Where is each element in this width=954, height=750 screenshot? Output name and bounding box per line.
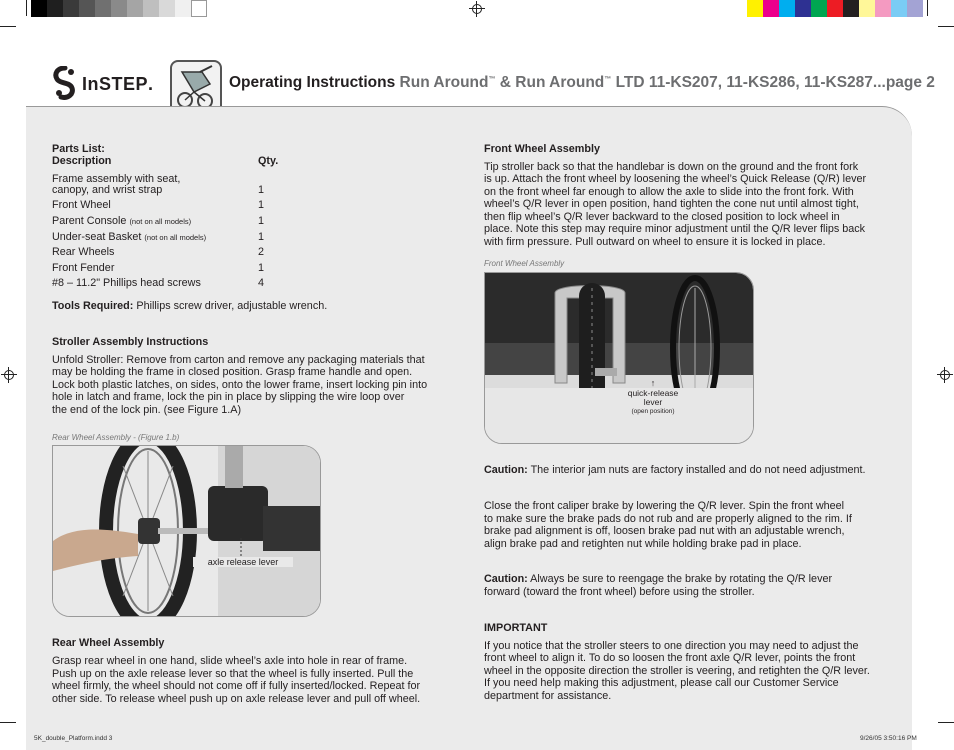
color-swatch bbox=[747, 0, 763, 17]
paragraph-line: Lock both plastic latches, on sides, onto the lower frame, insert locking pin into bbox=[52, 379, 428, 391]
parts-desc-header: Description bbox=[52, 155, 112, 167]
paragraph-line: Tip stroller back so that the handlebar is down on the ground and the front fork bbox=[484, 161, 859, 173]
front-wheel-photo bbox=[484, 272, 754, 444]
rear-wheel-illustration bbox=[53, 446, 320, 616]
instep-swirl-icon bbox=[52, 66, 78, 100]
front-figure-caption: Front Wheel Assembly bbox=[484, 259, 565, 268]
paragraph-line: Unfold Stroller: Remove from carton and remove any packaging materials that bbox=[52, 354, 425, 366]
grey-swatch bbox=[95, 0, 111, 17]
paragraph-line: brake pad alignment is off, loosen brake pad nut with an adjustable wrench, bbox=[484, 525, 845, 537]
crop-mark bbox=[0, 722, 16, 723]
title-part: & Run Around bbox=[495, 74, 605, 91]
paragraph-line: Grasp rear wheel in one hand, slide wheel’s axle into hole in rear of frame. bbox=[52, 655, 408, 667]
paragraph-line: on the front wheel far enough to allow the axle to slide into the front fork. With bbox=[484, 186, 854, 198]
part-qty: 1 bbox=[258, 184, 265, 196]
paragraph-line: the end of the lock pin. (see Figure 1.A) bbox=[52, 404, 242, 416]
part-desc: canopy, and wrist strap bbox=[52, 184, 163, 196]
registration-mark-right bbox=[937, 367, 953, 383]
footer-timestamp: 9/26/05 3:50:16 PM bbox=[860, 735, 917, 742]
paragraph-line: hole in latch and frame, lock the pin in place by slipping the wire loop over bbox=[52, 391, 405, 403]
open-position-label: (open position) bbox=[608, 407, 698, 416]
title-model bbox=[400, 74, 935, 91]
title-bold: Operating Instructions bbox=[229, 74, 396, 91]
crop-mark bbox=[938, 722, 954, 723]
paragraph-line: If you need help making this adjustment, please call our Customer Service bbox=[484, 677, 839, 689]
grey-swatch bbox=[127, 0, 143, 17]
caution-jam-nuts bbox=[484, 464, 865, 477]
paragraph-line: may be holding the frame in closed position. Grasp frame handle and open. bbox=[52, 366, 413, 378]
title-part: LTD 11-KS207, 11-KS286, 11-KS287...page 2 bbox=[611, 74, 935, 91]
part-note: (not on all models) bbox=[129, 217, 192, 226]
tools-label: Tools Required: bbox=[52, 300, 134, 312]
jogging-stroller-icon bbox=[172, 62, 220, 112]
color-swatch bbox=[907, 0, 923, 17]
paragraph-line: Push up on the axle release lever so that the wheel is fully inserted. Pull the bbox=[52, 668, 414, 680]
trademark: ™ bbox=[488, 75, 496, 83]
paragraph-line: to make sure the brake pads do not rub and are properly aligned to the rim. If bbox=[484, 513, 852, 525]
paragraph-line: wheel in the opposite direction the stroller is veering, and retighten the Q/R lever. bbox=[484, 665, 870, 677]
grey-swatch bbox=[63, 0, 79, 17]
part-desc: Frame assembly with seat, bbox=[52, 173, 181, 185]
caution-label: Caution: bbox=[484, 464, 528, 476]
paragraph-line: is up. Attach the front wheel by loosening the wheel’s Quick Release (Q/R) lever bbox=[484, 173, 867, 185]
part-qty: 4 bbox=[258, 277, 265, 289]
grey-swatch bbox=[175, 0, 191, 17]
footer-file-name: 5K_double_Platform.indd 3 bbox=[34, 735, 113, 742]
color-swatch bbox=[875, 0, 891, 17]
rear-wheel-title: Rear Wheel Assembly bbox=[52, 637, 165, 649]
instep-logo bbox=[52, 66, 162, 102]
paragraph-line: then flip wheel’s Q/R lever backward to the closed position to lock wheel in bbox=[484, 211, 840, 223]
color-swatch bbox=[811, 0, 827, 17]
caution-label: Caution: bbox=[484, 573, 528, 585]
color-swatch bbox=[843, 0, 859, 17]
important-title: IMPORTANT bbox=[484, 622, 548, 634]
color-swatch bbox=[779, 0, 795, 17]
paragraph-line: front wheel to align it. To do so loosen the front axle Q/R lever, points the front bbox=[484, 652, 856, 664]
paragraph-line: with firm pressure. Pull outward on wheel to ensure it is locked in place. bbox=[484, 236, 826, 248]
part-qty: 1 bbox=[258, 215, 265, 227]
paragraph-line: other side. To release wheel push up on axle release lever and pull off wheel. bbox=[52, 693, 421, 705]
stroller-assembly-title: Stroller Assembly Instructions bbox=[52, 336, 209, 348]
paragraph-line: wheel firmly, the wheel should not come off if fully inserted/locked. Repeat for bbox=[52, 680, 421, 692]
part-desc bbox=[52, 231, 206, 245]
arrow-up-icon: ↑ bbox=[650, 378, 656, 388]
tools-text: Phillips screw driver, adjustable wrench. bbox=[133, 300, 328, 312]
front-wheel-illustration bbox=[485, 273, 753, 443]
caution-text: The interior jam nuts are factory installed and do not need adjustment. bbox=[527, 464, 866, 476]
color-swatch bbox=[859, 0, 875, 17]
part-desc-text: Parent Console bbox=[52, 215, 130, 227]
registration-mark-top bbox=[469, 1, 485, 17]
paragraph-line: Close the front caliper brake by lowering the Q/R lever. Spin the front wheel bbox=[484, 500, 845, 512]
paragraph-line: wheel’s Q/R lever in open position, hand tighten the cone nut until almost tight, bbox=[484, 198, 859, 210]
paragraph-line: place. Note this step may require minor adjustment until the Q/R lever flips back bbox=[484, 223, 866, 235]
color-swatch bbox=[795, 0, 811, 17]
part-desc bbox=[52, 215, 191, 229]
color-swatch bbox=[827, 0, 843, 17]
grey-swatch bbox=[111, 0, 127, 17]
grey-swatch bbox=[31, 0, 47, 17]
paragraph-line: department for assistance. bbox=[484, 690, 612, 702]
page-title bbox=[229, 74, 935, 92]
paragraph-line: forward (toward the front wheel) before using the stroller. bbox=[484, 586, 755, 598]
parts-title: Parts List: bbox=[52, 143, 105, 155]
quick-release-label: quick-release bbox=[608, 389, 698, 398]
part-desc-text: Under-seat Basket bbox=[52, 231, 145, 243]
paragraph-line: If you notice that the stroller steers to one direction you may need to adjust the bbox=[484, 640, 859, 652]
rear-wheel-photo bbox=[52, 445, 321, 617]
part-qty: 1 bbox=[258, 262, 265, 274]
title-part: Run Around bbox=[399, 74, 489, 91]
grey-swatch bbox=[191, 0, 207, 17]
color-swatch bbox=[891, 0, 907, 17]
tools-required bbox=[52, 300, 327, 313]
part-desc: Rear Wheels bbox=[52, 246, 115, 258]
grey-swatch bbox=[79, 0, 95, 17]
grey-swatch bbox=[159, 0, 175, 17]
caution-brake bbox=[484, 573, 832, 586]
trademark: ™ bbox=[604, 75, 612, 83]
part-desc: #8 – 11.2" Phillips head screws bbox=[52, 277, 201, 289]
crop-mark bbox=[26, 0, 27, 16]
part-desc: Front Wheel bbox=[52, 199, 111, 211]
part-qty: 1 bbox=[258, 199, 265, 211]
caution-text: Always be sure to reengage the brake by rotating the Q/R lever bbox=[527, 573, 833, 585]
grey-swatch bbox=[47, 0, 63, 17]
part-qty: 1 bbox=[258, 231, 265, 243]
registration-mark-left bbox=[1, 367, 17, 383]
rear-figure-caption: Rear Wheel Assembly - (Figure 1.b) bbox=[52, 433, 180, 442]
crop-mark bbox=[0, 26, 16, 27]
color-swatch bbox=[763, 0, 779, 17]
brand-name: InSTEP bbox=[82, 74, 149, 94]
quick-release-label: lever bbox=[608, 398, 698, 407]
part-note: (not on all models) bbox=[144, 233, 207, 242]
axle-release-lever-label: axle release lever bbox=[193, 557, 293, 567]
front-wheel-title: Front Wheel Assembly bbox=[484, 143, 600, 155]
paragraph-line: align brake pad and retighten nut while holding brake pad in place. bbox=[484, 538, 802, 550]
crop-mark bbox=[927, 0, 928, 16]
part-qty: 2 bbox=[258, 246, 265, 258]
parts-qty-header: Qty. bbox=[258, 155, 279, 167]
brand-dot: . bbox=[148, 74, 154, 94]
part-desc: Front Fender bbox=[52, 262, 115, 274]
grey-swatch bbox=[143, 0, 159, 17]
crop-mark bbox=[938, 26, 954, 27]
